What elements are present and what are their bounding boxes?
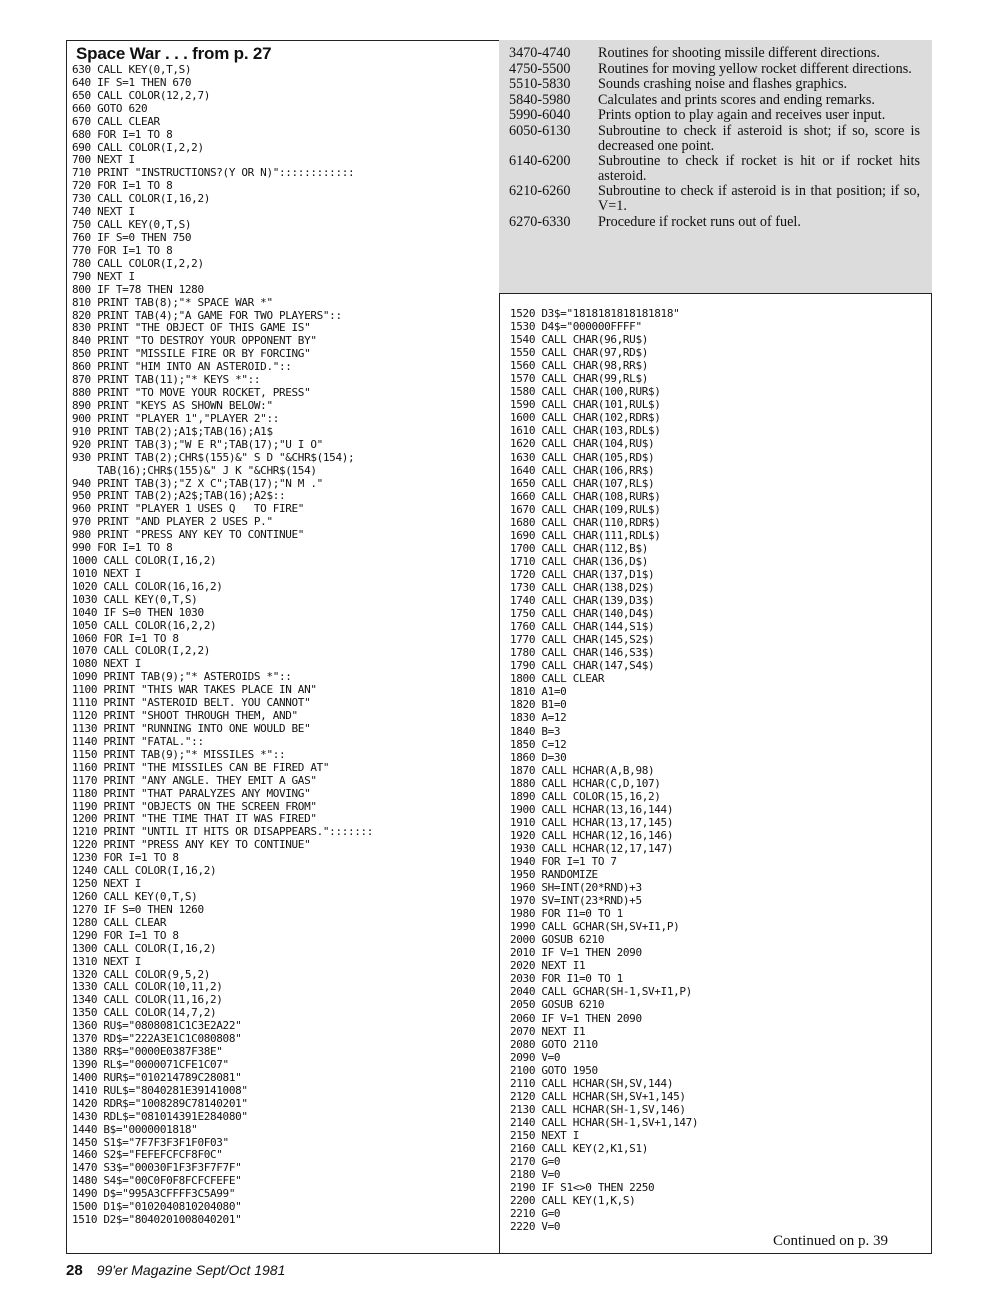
code-line: 2010 IF V=1 THEN 2090	[510, 946, 642, 960]
description-row	[509, 154, 920, 183]
line-range: 5840-5980	[509, 91, 571, 108]
code-line: 980 PRINT "PRESS ANY KEY TO CONTINUE"	[72, 528, 305, 542]
code-line: 1020 CALL COLOR(16,16,2)	[72, 579, 223, 593]
code-line: 2190 IF S1<>0 THEN 2250	[510, 1181, 655, 1195]
code-line: 1190 PRINT "OBJECTS ON THE SCREEN FROM"	[72, 799, 317, 813]
code-line: 1540 CALL CHAR(96,RU$)	[510, 333, 648, 347]
code-line: 1420 RDR$="1008289C78140201"	[72, 1096, 248, 1110]
code-line: 1470 S3$="00030F1F3F3F7F7F"	[72, 1161, 242, 1175]
line-range-description: Routines for shooting missile different directions.	[598, 45, 880, 61]
code-line: 1270 IF S=0 THEN 1260	[72, 902, 204, 916]
code-line: 1300 CALL COLOR(I,16,2)	[72, 941, 217, 955]
code-line: 1080 NEXT I	[72, 657, 141, 671]
code-line: 1640 CALL CHAR(106,RR$)	[510, 463, 655, 477]
description-row	[509, 46, 920, 61]
code-line: 1030 CALL KEY(0,T,S)	[72, 592, 198, 606]
code-line: 700 NEXT I	[72, 153, 135, 167]
code-line: 1140 PRINT "FATAL."::	[72, 734, 204, 748]
code-line: 1880 CALL HCHAR(C,D,107)	[510, 776, 661, 790]
code-line: 760 IF S=0 THEN 750	[72, 230, 192, 244]
code-line: 960 PRINT "PLAYER 1 USES Q TO FIRE"	[72, 502, 305, 516]
line-range: 6210-6260	[509, 183, 571, 200]
code-line: 1240 CALL COLOR(I,16,2)	[72, 864, 217, 878]
code-line: 1180 PRINT "THAT PARALYZES ANY MOVING"	[72, 786, 311, 800]
line-range-description: Routines for moving yellow rocket different directions.	[598, 60, 912, 77]
code-line: 990 FOR I=1 TO 8	[72, 541, 173, 555]
description-row	[509, 77, 920, 92]
code-line: 1780 CALL CHAR(146,S3$)	[510, 646, 655, 660]
continued-note: Continued on p. 39	[773, 1233, 888, 1249]
code-line: 1230 FOR I=1 TO 8	[72, 851, 179, 865]
code-line: 2150 NEXT I	[510, 1128, 579, 1142]
code-line: 1490 D$="995A3CFFFF3C5A99"	[72, 1187, 236, 1201]
code-line: 1830 A=12	[510, 711, 567, 725]
code-line: 1960 SH=INT(20*RND)+3	[510, 881, 642, 895]
code-line: 2180 V=0	[510, 1168, 561, 1182]
code-line: 930 PRINT TAB(2);CHR$(155)&" S D "&CHR$(154);	[72, 450, 355, 464]
code-line: 1220 PRINT "PRESS ANY KEY TO CONTINUE"	[72, 838, 311, 852]
code-line: 1400 RUR$="010214789C28081"	[72, 1070, 242, 1084]
code-line: 2040 CALL GCHAR(SH-1,SV+I1,P)	[510, 985, 692, 999]
code-line: 1800 CALL CLEAR	[510, 672, 605, 686]
line-range-description: Sounds crashing noise and flashes graphics.	[598, 76, 848, 93]
code-line: 1580 CALL CHAR(100,RUR$)	[510, 385, 661, 399]
code-line: 2050 GOSUB 6210	[510, 998, 605, 1012]
code-line: 730 CALL COLOR(I,16,2)	[72, 192, 210, 206]
code-line: 1720 CALL CHAR(137,D1$)	[510, 567, 655, 581]
code-line: 1330 CALL COLOR(10,11,2)	[72, 980, 223, 994]
line-range: 3470-4740	[509, 45, 571, 61]
code-line: TAB(16);CHR$(155)&" J K "&CHR$(154)	[72, 463, 317, 477]
code-line: 1850 C=12	[510, 737, 567, 751]
code-listing-left	[72, 64, 497, 1227]
code-line: 1050 CALL COLOR(16,2,2)	[72, 618, 217, 632]
code-line: 1430 RDL$="081014391E284080"	[72, 1109, 248, 1123]
code-line: 2220 V=0	[510, 1220, 561, 1234]
code-line: 1670 CALL CHAR(109,RUL$)	[510, 502, 661, 516]
code-line: 1390 RL$="0000071CFE1C07"	[72, 1057, 229, 1071]
code-line: 2030 FOR I1=0 TO 1	[510, 972, 623, 986]
page-footer	[66, 1262, 285, 1279]
code-line: 1280 CALL CLEAR	[72, 915, 167, 929]
code-line: 1840 B=3	[510, 724, 561, 738]
code-line: 2110 CALL HCHAR(SH,SV,144)	[510, 1076, 674, 1090]
code-line: 1990 CALL GCHAR(SH,SV+I1,P)	[510, 920, 680, 934]
code-line: 1320 CALL COLOR(9,5,2)	[72, 967, 210, 981]
code-line: 1000 CALL COLOR(I,16,2)	[72, 554, 217, 568]
code-line: 1660 CALL CHAR(108,RUR$)	[510, 489, 661, 503]
code-line: 1370 RD$="222A3E1C1C080808"	[72, 1032, 242, 1046]
code-line: 1860 D=30	[510, 750, 567, 764]
code-line: 890 PRINT "KEYS AS SHOWN BELOW:"	[72, 398, 273, 412]
description-row	[509, 62, 920, 77]
line-range-description: Procedure if rocket runs out of fuel.	[598, 213, 801, 230]
code-line: 870 PRINT TAB(11);"* KEYS *"::	[72, 373, 261, 387]
code-line: 1340 CALL COLOR(11,16,2)	[72, 993, 223, 1007]
code-line: 1130 PRINT "RUNNING INTO ONE WOULD BE"	[72, 722, 311, 736]
code-line: 1260 CALL KEY(0,T,S)	[72, 890, 198, 903]
code-line: 1550 CALL CHAR(97,RD$)	[510, 346, 648, 360]
code-line: 2090 V=0	[510, 1050, 561, 1064]
code-line: 1510 D2$="8040201008040201"	[72, 1213, 242, 1227]
code-line: 1610 CALL CHAR(103,RDL$)	[510, 424, 661, 438]
code-line: 830 PRINT "THE OBJECT OF THIS GAME IS"	[72, 321, 311, 335]
code-line: 1630 CALL CHAR(105,RD$)	[510, 450, 655, 464]
code-line: 1820 B1=0	[510, 698, 567, 712]
code-line: 950 PRINT TAB(2);A2$;TAB(16);A2$::	[72, 489, 286, 503]
code-line: 1310 NEXT I	[72, 954, 141, 968]
line-range: 5990-6040	[509, 107, 571, 124]
code-line: 1910 CALL HCHAR(13,17,145)	[510, 815, 674, 829]
line-range-descriptions	[499, 40, 932, 294]
code-line: 1200 PRINT "THE TIME THAT IT WAS FIRED"	[72, 812, 317, 826]
code-line: 1380 RR$="0000E0387F38E"	[72, 1045, 223, 1059]
code-line: 1360 RU$="0808081C1C3E2A22"	[72, 1019, 242, 1033]
code-line: 1950 RANDOMIZE	[510, 868, 598, 882]
code-line: 2100 GOTO 1950	[510, 1063, 598, 1077]
code-line: 1090 PRINT TAB(9);"* ASTEROIDS *"::	[72, 670, 292, 684]
description-row	[509, 215, 920, 230]
description-row	[509, 184, 920, 213]
code-line: 1970 SV=INT(23*RND)+5	[510, 894, 642, 908]
code-line: 920 PRINT TAB(3);"W E R";TAB(17);"U I O"	[72, 437, 323, 451]
code-line: 1040 IF S=0 THEN 1030	[72, 605, 204, 619]
line-range: 5510-5830	[509, 76, 571, 93]
code-line: 1290 FOR I=1 TO 8	[72, 928, 179, 942]
code-line: 1480 S4$="00C0F0F8FCFCFEFE"	[72, 1174, 242, 1188]
code-line: 1750 CALL CHAR(140,D4$)	[510, 607, 655, 621]
line-range-description: Subroutine to check if rocket is hit or if rocket hits asteroid.	[598, 153, 920, 184]
code-line: 720 FOR I=1 TO 8	[72, 179, 173, 193]
code-line: 2210 G=0	[510, 1207, 561, 1221]
code-line: 1650 CALL CHAR(107,RL$)	[510, 476, 655, 490]
code-line: 790 NEXT I	[72, 269, 135, 283]
code-line: 1810 A1=0	[510, 685, 567, 699]
code-line: 1690 CALL CHAR(111,RDL$)	[510, 528, 661, 542]
code-line: 970 PRINT "AND PLAYER 2 USES P."	[72, 515, 273, 529]
left-column	[72, 44, 497, 1227]
description-row	[509, 108, 920, 123]
code-line: 1500 D1$="0102040810204080"	[72, 1200, 242, 1214]
code-line: 900 PRINT "PLAYER 1","PLAYER 2"::	[72, 411, 279, 425]
code-line: 1940 FOR I=1 TO 7	[510, 854, 617, 868]
code-line: 630 CALL KEY(0,T,S)	[72, 63, 192, 76]
code-line: 1250 NEXT I	[72, 877, 141, 891]
code-line: 2130 CALL HCHAR(SH-1,SV,146)	[510, 1102, 686, 1116]
description-row	[509, 124, 920, 153]
code-line: 1680 CALL CHAR(110,RDR$)	[510, 515, 661, 529]
code-line: 680 FOR I=1 TO 8	[72, 127, 173, 141]
code-line: 1440 B$="0000001818"	[72, 1122, 198, 1136]
code-line: 1170 PRINT "ANY ANGLE. THEY EMIT A GAS"	[72, 773, 317, 787]
code-line: 2140 CALL HCHAR(SH-1,SV+1,147)	[510, 1115, 699, 1129]
page-number: 28	[66, 1262, 83, 1279]
code-line: 1160 PRINT "THE MISSILES CAN BE FIRED AT"	[72, 760, 330, 774]
code-line: 1700 CALL CHAR(112,B$)	[510, 541, 648, 555]
line-range-description: Subroutine to check if asteroid is in that position; if so, V=1.	[598, 183, 920, 214]
code-line: 1930 CALL HCHAR(12,17,147)	[510, 841, 674, 855]
code-line: 1350 CALL COLOR(14,7,2)	[72, 1006, 217, 1020]
code-line: 1460 S2$="FEFEFCFCF8F0C"	[72, 1148, 223, 1162]
code-line: 1760 CALL CHAR(144,S1$)	[510, 620, 655, 634]
line-range: 6140-6200	[509, 153, 571, 170]
code-line: 740 NEXT I	[72, 205, 135, 219]
code-line: 1450 S1$="7F7F3F3F1F0F03"	[72, 1135, 229, 1149]
code-line: 660 GOTO 620	[72, 101, 148, 115]
code-line: 1900 CALL HCHAR(13,16,144)	[510, 802, 674, 816]
code-line: 2000 GOSUB 6210	[510, 933, 605, 947]
code-line: 1570 CALL CHAR(99,RL$)	[510, 372, 648, 386]
code-line: 1210 PRINT "UNTIL IT HITS OR DISAPPEARS.":::::::	[72, 825, 374, 839]
code-line: 1590 CALL CHAR(101,RUL$)	[510, 398, 661, 412]
code-line: 2080 GOTO 2110	[510, 1037, 598, 1051]
code-line: 880 PRINT "TO MOVE YOUR ROCKET, PRESS"	[72, 386, 311, 400]
code-line: 1770 CALL CHAR(145,S2$)	[510, 633, 655, 647]
code-line: 640 IF S=1 THEN 670	[72, 75, 192, 89]
code-line: 820 PRINT TAB(4);"A GAME FOR TWO PLAYERS"::	[72, 308, 342, 322]
code-line: 750 CALL KEY(0,T,S)	[72, 218, 192, 232]
code-line: 2200 CALL KEY(1,K,S)	[510, 1194, 636, 1208]
line-range: 6050-6130	[509, 122, 571, 139]
code-line: 1620 CALL CHAR(104,RU$)	[510, 437, 655, 451]
code-line: 1410 RUL$="8040281E39141008"	[72, 1083, 248, 1097]
code-line: 1010 NEXT I	[72, 566, 141, 580]
code-line: 850 PRINT "MISSILE FIRE OR BY FORCING"	[72, 347, 311, 361]
code-line: 1870 CALL HCHAR(A,B,98)	[510, 763, 655, 777]
code-line: 1150 PRINT TAB(9);"* MISSILES *"::	[72, 747, 286, 761]
description-row	[509, 93, 920, 108]
code-line: 2120 CALL HCHAR(SH,SV+1,145)	[510, 1089, 686, 1103]
code-line: 860 PRINT "HIM INTO AN ASTEROID."::	[72, 360, 292, 374]
line-range: 4750-5500	[509, 60, 571, 77]
section-title: Space War . . . from p. 27	[76, 44, 272, 63]
code-line: 1070 CALL COLOR(I,2,2)	[72, 644, 210, 658]
code-line: 1740 CALL CHAR(139,D3$)	[510, 594, 655, 608]
code-line: 1600 CALL CHAR(102,RDR$)	[510, 411, 661, 425]
code-line: 1920 CALL HCHAR(12,16,146)	[510, 828, 674, 842]
magazine-issue: 99'er Magazine Sept/Oct 1981	[96, 1262, 286, 1278]
code-line: 2170 G=0	[510, 1155, 561, 1169]
line-range-description: Calculates and prints scores and ending remarks.	[598, 91, 875, 108]
code-line: 2020 NEXT I1	[510, 959, 586, 973]
code-line: 840 PRINT "TO DESTROY YOUR OPPONENT BY"	[72, 334, 317, 348]
code-line: 770 FOR I=1 TO 8	[72, 243, 173, 257]
code-line: 910 PRINT TAB(2);A1$;TAB(16);A1$	[72, 424, 273, 438]
code-line: 670 CALL CLEAR	[72, 114, 160, 128]
code-line: 1530 D4$="000000FFFF"	[510, 320, 642, 334]
code-line: 1060 FOR I=1 TO 8	[72, 631, 179, 645]
code-line: 1100 PRINT "THIS WAR TAKES PLACE IN AN"	[72, 683, 317, 697]
code-listing-right	[510, 307, 925, 1233]
code-line: 1730 CALL CHAR(138,D2$)	[510, 580, 655, 594]
line-range-description: Subroutine to check if asteroid is shot; if so, score is decreased one point.	[598, 122, 920, 154]
code-line: 1120 PRINT "SHOOT THROUGH THEM, AND"	[72, 709, 298, 723]
code-line: 1520 D3$="1818181818181818"	[510, 307, 680, 320]
code-line: 690 CALL COLOR(I,2,2)	[72, 140, 204, 154]
line-range-description: Prints option to play again and receives user input.	[598, 107, 886, 124]
code-line: 810 PRINT TAB(8);"* SPACE WAR *"	[72, 295, 273, 309]
code-line: 1890 CALL COLOR(15,16,2)	[510, 789, 661, 803]
code-line: 800 IF T=78 THEN 1280	[72, 282, 204, 296]
line-range: 6270-6330	[509, 213, 571, 230]
code-line: 1560 CALL CHAR(98,RR$)	[510, 359, 648, 373]
code-line: 1790 CALL CHAR(147,S4$)	[510, 659, 655, 673]
code-line: 710 PRINT "INSTRUCTIONS?(Y OR N)"::::::::::::	[72, 166, 355, 180]
code-line: 2060 IF V=1 THEN 2090	[510, 1011, 642, 1025]
code-line: 2160 CALL KEY(2,K1,S1)	[510, 1142, 648, 1155]
code-line: 2070 NEXT I1	[510, 1024, 586, 1038]
code-line: 780 CALL COLOR(I,2,2)	[72, 256, 204, 270]
code-line: 940 PRINT TAB(3);"Z X C";TAB(17);"N M ."	[72, 476, 323, 490]
code-line: 1110 PRINT "ASTEROID BELT. YOU CANNOT"	[72, 696, 311, 710]
code-line: 650 CALL COLOR(12,2,7)	[72, 88, 210, 102]
code-line: 1710 CALL CHAR(136,D$)	[510, 554, 648, 568]
code-line: 1980 FOR I1=0 TO 1	[510, 907, 623, 921]
